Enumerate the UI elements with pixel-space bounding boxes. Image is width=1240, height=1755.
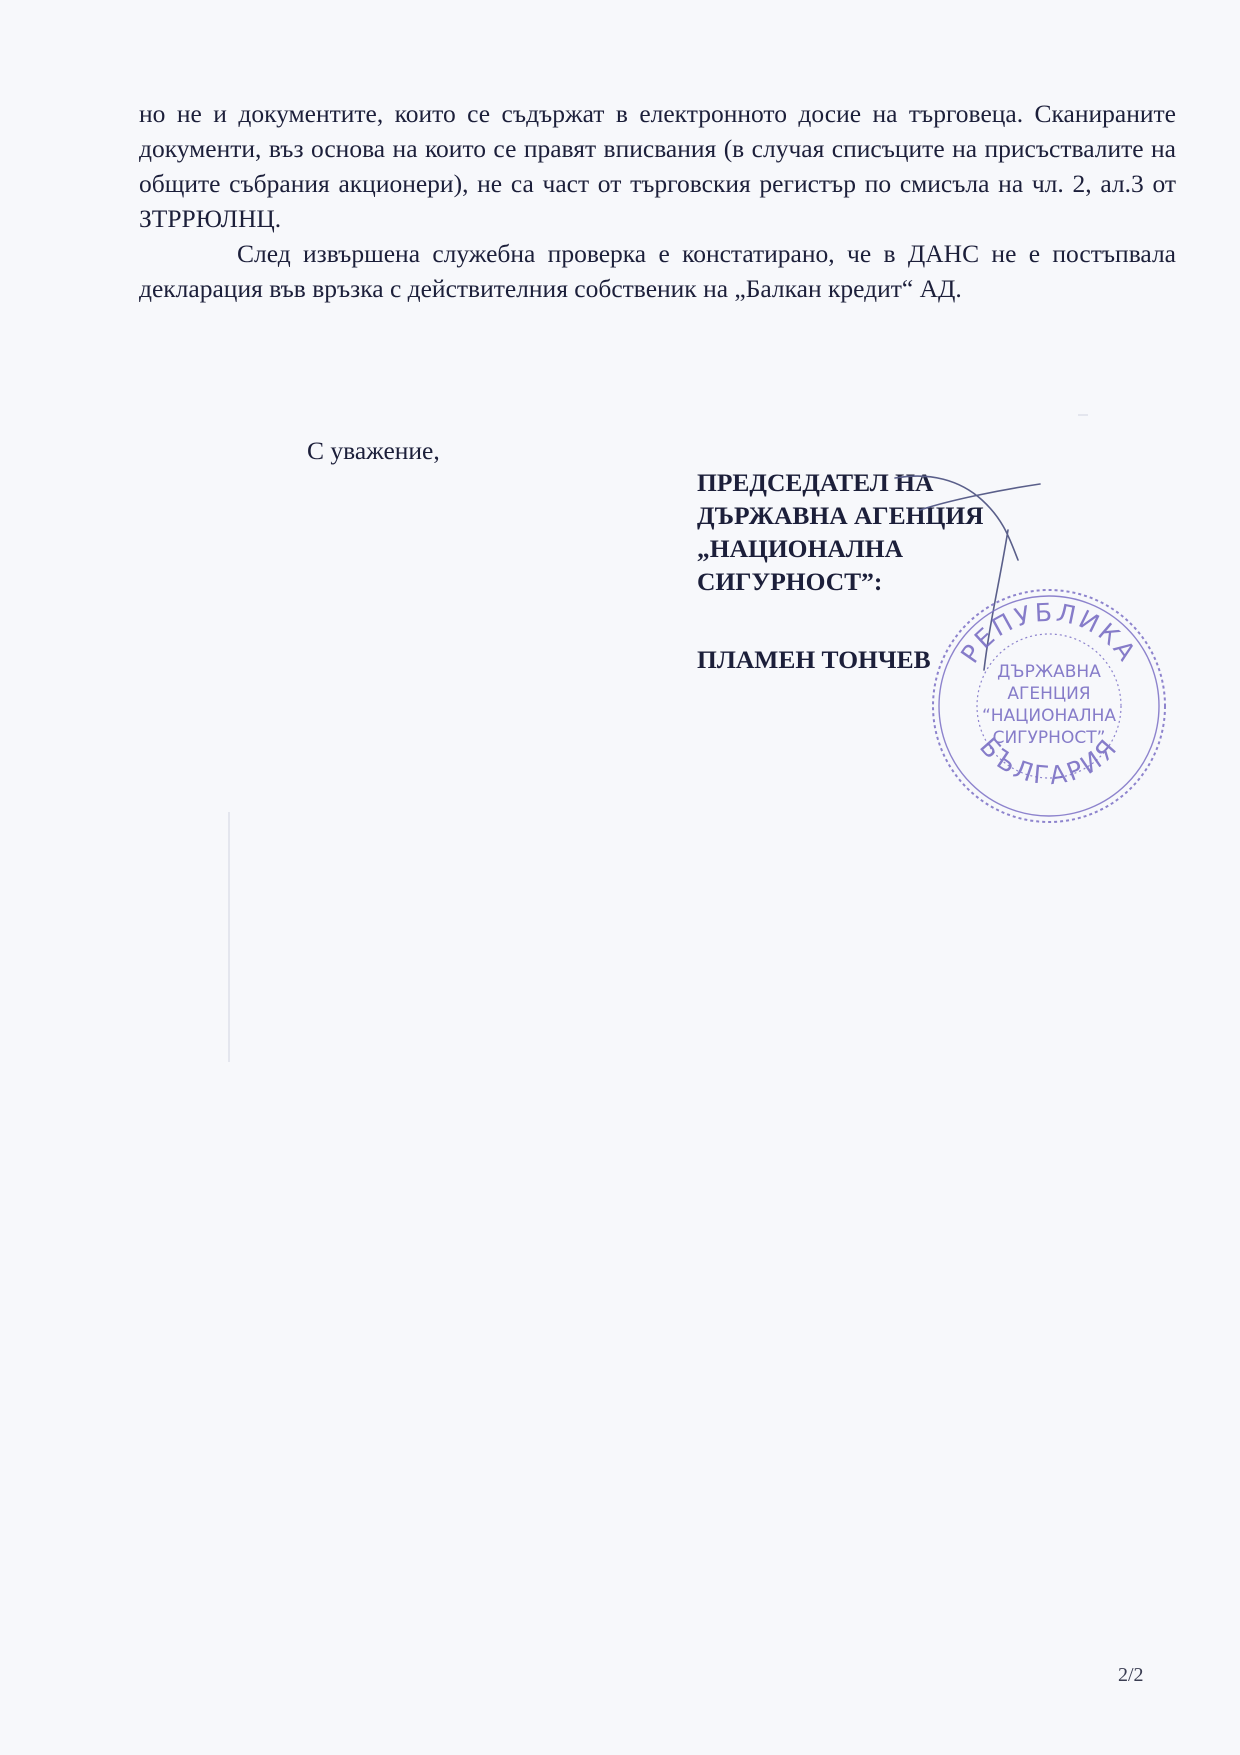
stamp-inner-line-2: АГЕНЦИЯ: [1007, 684, 1091, 704]
signature-title-line-2: ДЪРЖАВНА АГЕНЦИЯ: [697, 501, 984, 530]
stamp-outer-top: РЕПУБЛИКА: [955, 597, 1143, 669]
svg-text:РЕПУБЛИКА: [955, 598, 1143, 669]
signature-title-line-4: СИГУРНОСТ”:: [697, 567, 883, 596]
document-body: [139, 96, 1176, 306]
scan-artifact: [1078, 414, 1088, 416]
paragraph-1: но не и документите, които се съдържат в електронното досие на търговеца. Сканираните документи, въз основа на които се правят вписвания (в случая списъците на присъствалите на общите събрания акционери), не са част от търговския регистър по смисъла на чл. 2, ал.3 от ЗТРРЮЛНЦ.: [139, 99, 1176, 233]
scan-artifact: [228, 812, 230, 1062]
closing-salutation: С уважение,: [307, 436, 440, 465]
stamp-outer-bottom: БЪЛГАРИЯ: [974, 732, 1124, 791]
stamp-inner-line-1: ДЪРЖАВНА: [997, 662, 1101, 682]
official-stamp: [928, 585, 1170, 827]
stamp-inner-line-3: “НАЦИОНАЛНА: [981, 706, 1117, 726]
signature-title-line-1: ПРЕДСЕДАТЕЛ НА: [697, 468, 934, 497]
signer-name: ПЛАМЕН ТОНЧЕВ: [697, 645, 931, 674]
paragraph-2: След извършена служебна проверка е констатирано, че в ДАНС не е постъпвала декларация във връзка с действителния собственик на „Балкан кредит“ АД.: [139, 239, 1176, 303]
stamp-inner-line-4: СИГУРНОСТ”: [992, 728, 1106, 748]
page-number: 2/2: [1118, 1664, 1144, 1686]
signature-title-line-3: „НАЦИОНАЛНА: [697, 534, 904, 563]
